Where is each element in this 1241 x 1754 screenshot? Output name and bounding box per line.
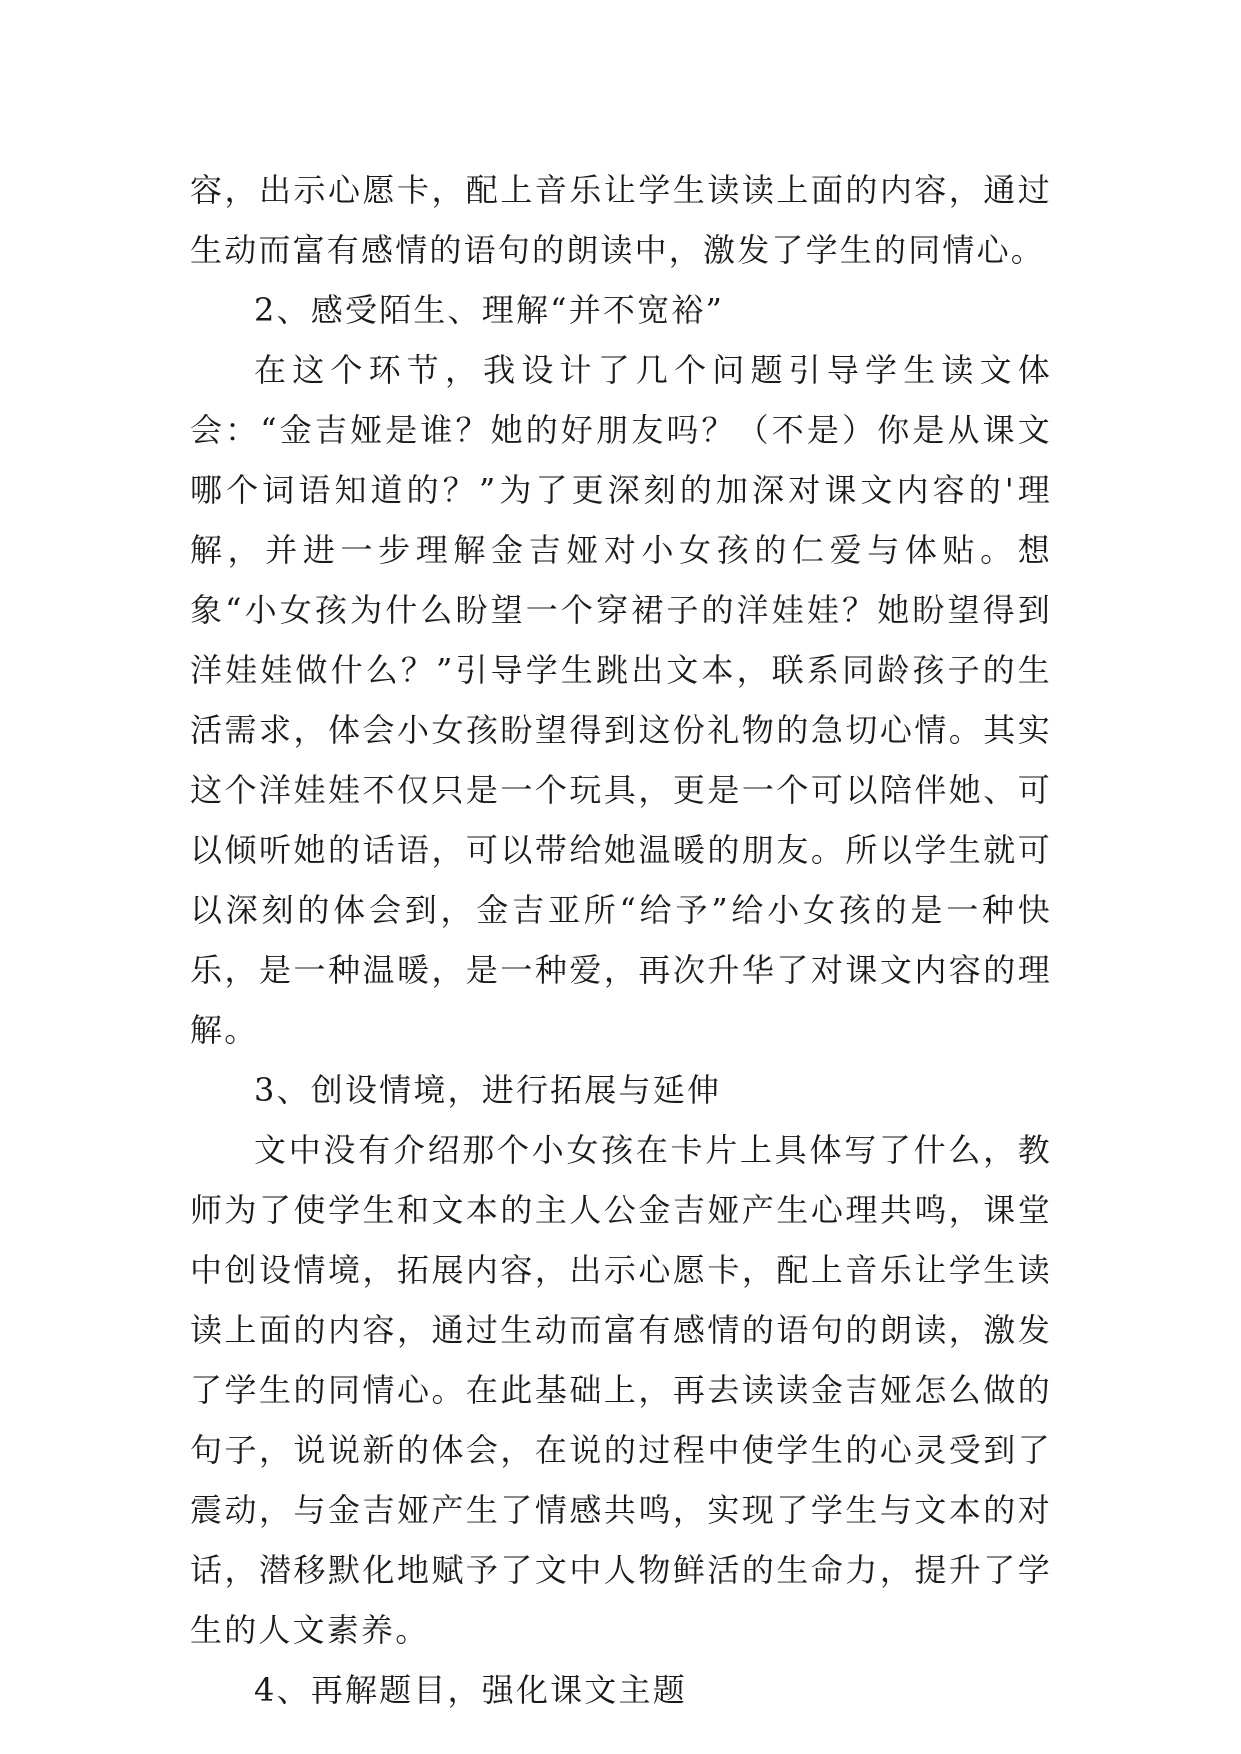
document-body (190, 160, 1052, 1720)
heading-section-2: 2、感受陌生、理解“并不宽裕” (254, 291, 725, 329)
paragraph-section-3: 文中没有介绍那个小女孩在卡片上具体写了什么，教师为了使学生和文本的主人公金吉娅产生心理共鸣，课堂中创设情境，拓展内容，出示心愿卡，配上音乐让学生读读上面的内容，通过生动而富有感情的语句的朗读，激发了学生的同情心。在此基础上，再去读读金吉娅怎么做的句子，说说新的体会，在说的过程中使学生的心灵受到了震动，与金吉娅产生了情感共鸣，实现了学生与文本的对话，潜移默化地赋予了文中人物鲜活的生命力，提升了学生的人文素养。 (190, 1131, 1052, 1649)
heading-section-4: 4、再解题目，强化课文主题 (254, 1671, 687, 1709)
paragraph-continuation: 容，出示心愿卡，配上音乐让学生读读上面的内容，通过生动而富有感情的语句的朗读中，激发了学生的同情心。 (190, 171, 1052, 269)
paragraph-section-2: 在这个环节，我设计了几个问题引导学生读文体会：“金吉娅是谁？她的好朋友吗？（不是）你是从课文哪个词语知道的？”为了更深刻的加深对课文内容的'理解，并进一步理解金吉娅对小女孩的仁爱与体贴。想象“小女孩为什么盼望一个穿裙子的洋娃娃？她盼望得到洋娃娃做什么？”引导学生跳出文本，联系同龄孩子的生活需求，体会小女孩盼望得到这份礼物的急切心情。其实这个洋娃娃不仅只是一个玩具，更是一个可以陪伴她、可以倾听她的话语，可以带给她温暖的朋友。所以学生就可以深刻的体会到，金吉亚所“给予”给小女孩的是一种快乐，是一种温暖，是一种爱，再次升华了对课文内容的理解。 (190, 351, 1052, 1049)
heading-section-3: 3、创设情境，进行拓展与延伸 (254, 1071, 722, 1109)
